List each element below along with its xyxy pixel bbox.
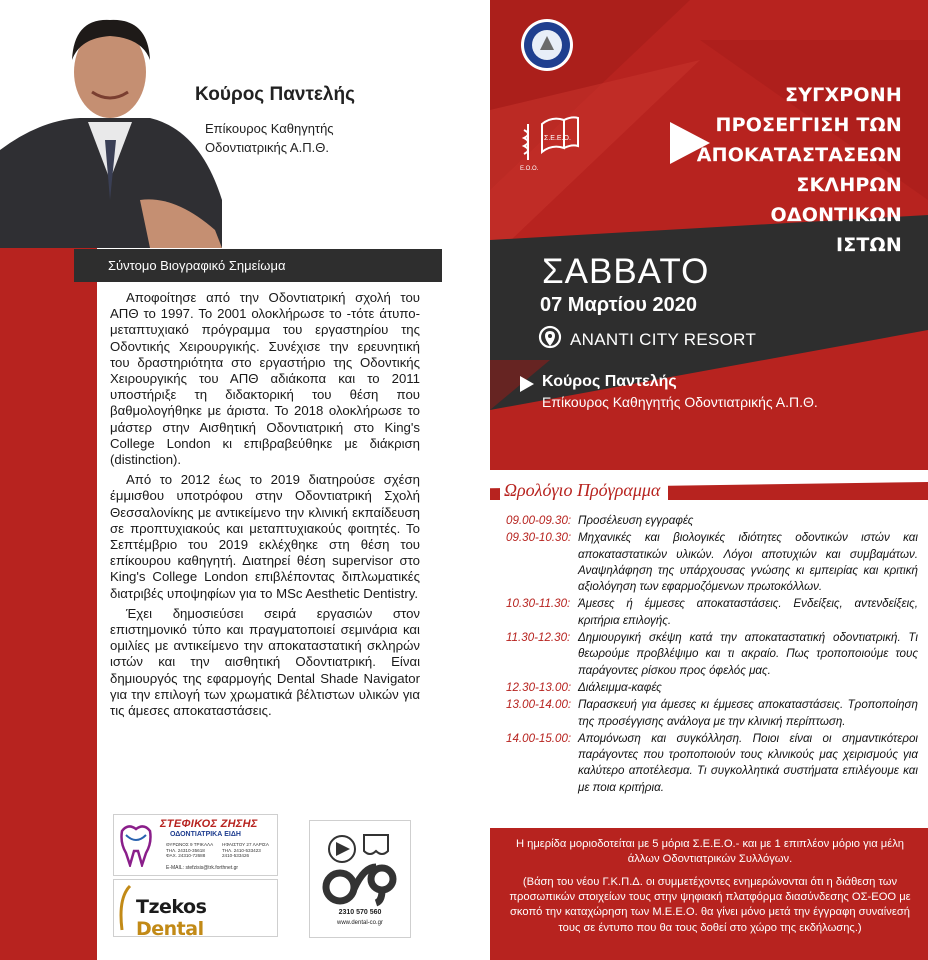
left-panel	[0, 0, 442, 960]
tooth-swoosh-icon	[116, 884, 134, 932]
bio-paragraph-1: Αποφοίτησε από την Οδοντιατρική σχολή του ΑΠΘ το 1997. Το 2001 ολοκλήρωσε το -τότε άτυπο- μεταπτυχιακό πρόγραμμα του εργαστηρίου της Οδοντικής Χειρουργικής. Συνέχισε την ερευνητική του δραστηριότητα στο εργαστήριο της Οδοντικής Χειρουργικής του ΑΠΘ αδιάκοπα και το 2011 υποστήριξε τη διδακτορική του θέση που βαθμολογήθηκε με άριστα. Το 2018 ολοκλήρωσε το μάστερ στην Αισθητική Οδοντιατρική στο King's College London κι επιβραβεύθηκε με διάκριση (distinction).	[110, 290, 420, 468]
schedule-time: 11.30-12.30:	[506, 631, 571, 645]
speaker-title-line-2: Οδοντιατρικής Α.Π.Θ.	[205, 140, 329, 155]
schedule-desc: Άμεσες ή έμμεσες αποκαταστάσεις. Ενδείξεις, αντενδείξεις, κριτήρια επιλογής.	[578, 597, 918, 627]
gdpr-note: (Βάση του νέου Γ.Κ.Π.Δ. οι συμμετέχοντες ενημερώνονται ότι η διάθεση των προσωπικών στοιχείων τους στην ψηφιακή πλατφόρμα διασύνδεσης ΟΣ-ΕΟΟ με σκοπό την καταχώρηση των Μ.Ε.Ε.Ο. θα γίνει μόνο μετά την έγγραφη συναίνεσή τους σε έντυπο που θα τους δοθεί στο χώρο της εκδήλωσης.)	[509, 876, 911, 934]
schedule-desc: Μηχανικές και βιολογικές ιδιότητες οδοντικών ιστών και αποκαταστατικών υλικών. Λόγοι αποτυχιών και συμβαμάτων. Αναψηλάφηση της υπάρχουσας γνώσης κι εμπειρίας και κριτική αξιολόγηση των εφαρμοζόμενων πρωτοκόλλων.	[578, 531, 918, 594]
stefikos-subtitle: ΟΔΟΝΤΙΑΤΡΙΚΑ ΕΙΔΗ	[170, 831, 241, 838]
schedule-desc: Διάλειμμα-καφές	[578, 680, 662, 694]
speaker-name: Κούρος Παντελής	[195, 84, 355, 105]
bio-paragraph-3: Έχει δημοσιεύσει σειρά εργασιών στον επιστημονικό τύπο και πραγματοποιεί σεμινάρια και ομιλίες με αντικείμενο την αποκαταστατική σκληρών ιστών και την αισθητική Οδοντιατρική. Είναι δημιουργός της εφαρμογής Dental Shade Navigator για την επιλογή των χρωματικά βέλτιστων υλικών για τις άμεσες αποκαταστάσεις.	[110, 605, 420, 719]
sponsor-dental-co	[309, 820, 411, 938]
schedule-row	[506, 680, 918, 696]
footer-notes	[490, 828, 928, 960]
schedule-row	[506, 697, 918, 730]
schedule-heading-bar	[490, 479, 928, 501]
right-speaker-role: Επίκουρος Καθηγητής Οδοντιατρικής Α.Π.Θ.	[542, 394, 818, 410]
schedule-time: 09.00-09.30:	[506, 514, 572, 527]
bio-text	[110, 290, 420, 723]
dental-association-logo-icon	[520, 18, 574, 72]
schedule-desc: Δημιουργική σκέψη κατά την αποκαταστατική οδοντιατρική. Τι θεωρούμε προβλέψιμο και τι ακραίο. Πως τροποποιούμε τους παράγοντες ρίσκου προς όφελός μας.	[578, 631, 918, 677]
schedule-time: 14.00-15.00:	[506, 731, 572, 745]
bio-paragraph-2: Από το 2012 έως το 2019 διατηρούσε σχέση έμμισθου υποτρόφου στην Οδοντιατρική Σχολή Θεσσαλονίκης με αντικείμενο την κλινική εκπαίδευση σε προπτυχιακούς και μεταπτυχιακούς φοιτητές. Το Σεπτέμβριο του 2019 εκλέχθηκε στη θέση του επίκουρου καθηγητή. Διατηρεί θέση supervisor στο King's College London επιβλέποντας διπλωματικές διατριβές υποψηφίων για το MSc Aesthetic Dentistry.	[110, 472, 420, 601]
stefikos-brand: ΣΤΕΦΙΚΟΣ ΖΗΣΗΣ	[160, 818, 258, 830]
schedule-time: 12.30-13.00:	[506, 680, 572, 694]
event-date: 07 Μαρτίου 2020	[540, 294, 697, 316]
schedule-row	[506, 731, 918, 796]
stefikos-email: E-MAIL: stefzisis@trk.forthnet.gr	[166, 865, 239, 871]
schedule-desc: Προσέλευση εγγραφές	[578, 514, 694, 527]
right-speaker-name: Κούρος Παντελής	[542, 373, 677, 390]
schedule-row	[506, 630, 918, 679]
dental-co-website: www.dental-co.gr	[336, 920, 384, 926]
schedule-time: 13.00-14.00:	[506, 698, 572, 712]
bio-heading: Σύντομο Βιογραφικό Σημείωμα	[108, 258, 286, 273]
event-venue: ANANTI CITY RESORT	[570, 330, 757, 349]
schedule-row	[506, 596, 918, 629]
sponsor-stefikos	[113, 814, 278, 876]
seeo-logo-icon	[518, 104, 582, 174]
right-panel	[490, 0, 928, 960]
credits-note: Η ημερίδα μοριοδοτείται με 5 μόρια Σ.Ε.Ε.Ο.- και με 1 επιπλέον μόριο για μέλη άλλων Οδοντιατρικών Συλλόγων.	[515, 838, 905, 866]
sponsor-tzekos-dental	[113, 879, 278, 940]
tzekos-word: Tzekos	[136, 896, 207, 918]
schedule-heading: Ωρολόγιο Πρόγραμμα	[500, 479, 668, 501]
event-headline: ΣΥΓΧΡΟΝΗ ΠΡΟΣΕΓΓΙΣΗ ΤΩΝ ΑΠΟΚΑΤΑΣΤΑΣΕΩΝ ΣΚΛΗΡΩΝ ΟΔΟΝΤΙΚΩΝ ΙΣΤΩΝ	[696, 84, 902, 256]
eoo-logo-text: Ε.Ο.Ο.	[520, 166, 539, 172]
stefikos-address-trikala: ΘΥΡΩΝΟΣ 9 ΤΡΙΚΑΛΑ ΤΗΛ. 24310-35618 ΦΑΧ. 24310-72688	[166, 842, 214, 858]
dental-co-phone: 2310 570 560	[338, 909, 382, 916]
speaker-portrait	[0, 0, 222, 248]
seeo-logo-text: Σ.Ε.Ε.Ο.	[544, 135, 571, 142]
stefikos-address-larisa: ΗΦΑΙΣΤΟΥ 27 ΛΑΡΙΣΑ ΤΗΛ. 2410-533423 2410-533426	[222, 842, 269, 858]
tooth-logo-icon	[118, 823, 154, 867]
schedule-time: 09.30-10.30:	[506, 531, 572, 545]
schedule-row	[506, 513, 918, 529]
speaker-arrow-icon	[520, 376, 534, 392]
schedule-time: 10.30-11.30:	[506, 597, 571, 611]
bio-heading-bar	[74, 249, 442, 282]
dental-co-logo-icon	[318, 827, 404, 907]
event-day: ΣΑΒΒΑΤΟ	[542, 252, 710, 291]
location-pin-icon	[538, 325, 562, 353]
speaker-title-line-1: Επίκουρος Καθηγητής	[205, 121, 334, 136]
schedule-list	[506, 513, 918, 797]
schedule-desc: Παρασκευή για άμεσες κι έμμεσες αποκαταστάσεις. Τροποποίηση της προσέγγισης ανάλογα με την κλινική περίπτωση.	[578, 698, 918, 728]
schedule-desc: Απομόνωση και συγκόλληση. Ποιοι είναι οι σημαντικότεροι παράγοντες που τροποποιούν τους κλινικούς μας χειρισμούς για καλύτερο αποτέλεσμα. Τι συγκολλητικά συστήματα επιλέγουμε και με ποια κριτήρια.	[578, 731, 918, 794]
dental-word: Dental	[136, 918, 204, 940]
schedule-row	[506, 530, 918, 595]
